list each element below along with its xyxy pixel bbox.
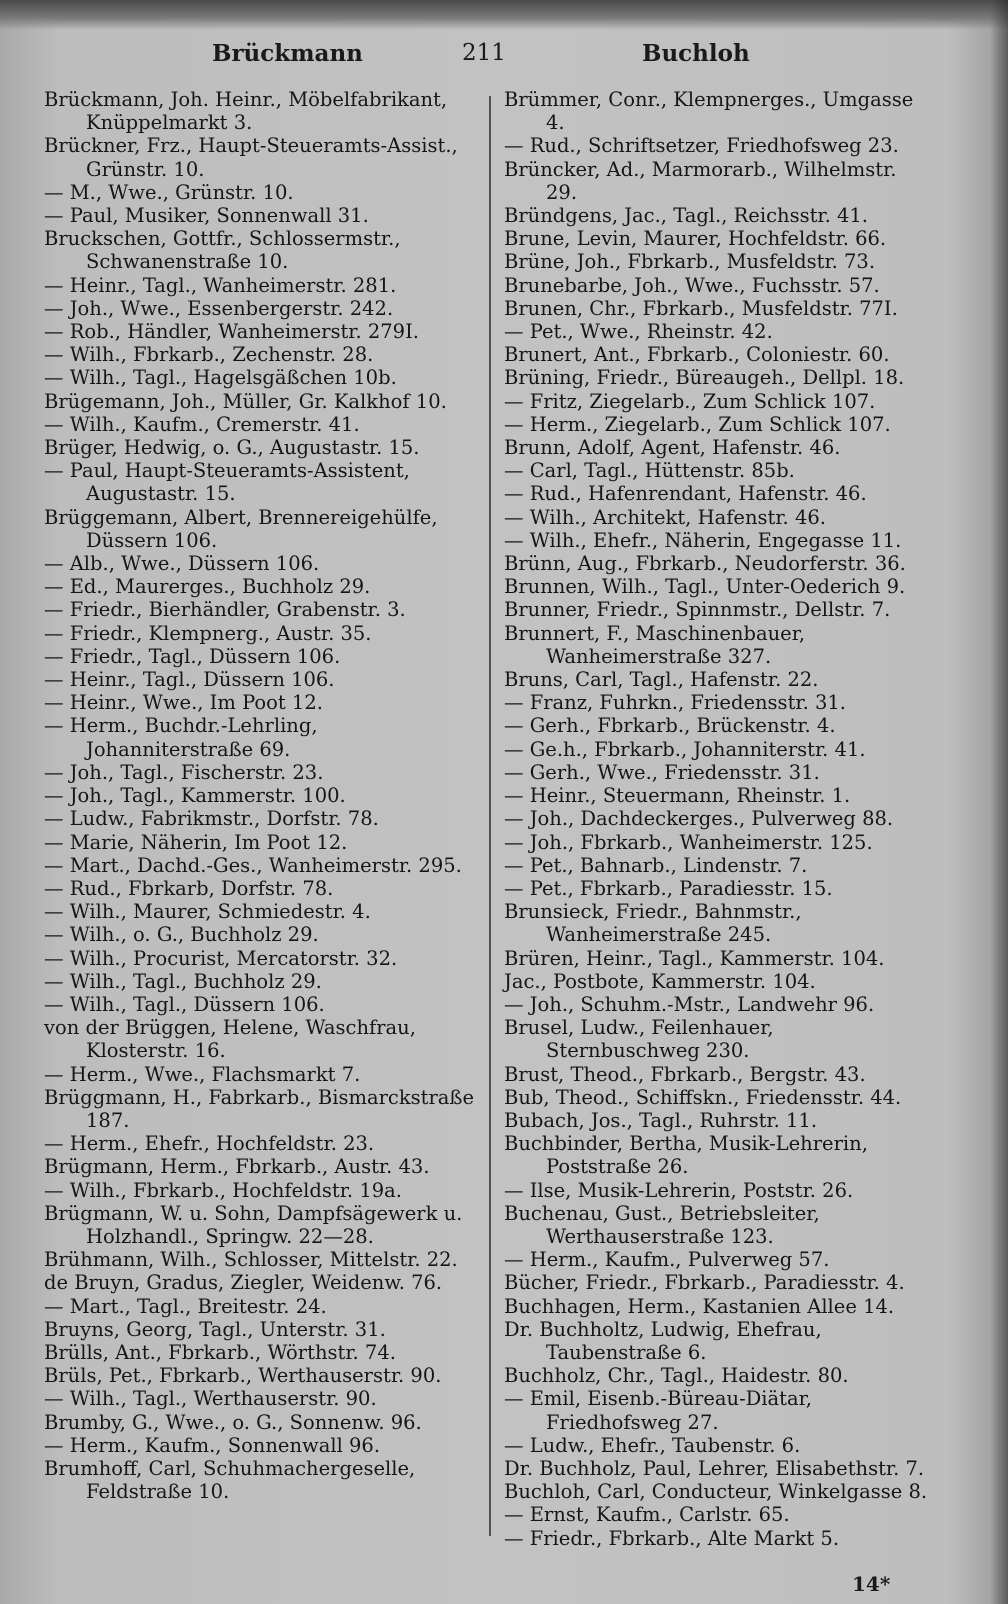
scan-top-shadow [0,0,1008,30]
directory-entry: — Rob., Händler, Wanheimerstr. 279I. [44,320,419,344]
directory-entry: — Wilh., Tagl., Hagelsgäßchen 10b. [44,366,397,390]
directory-entry: — Rud., Schriftsetzer, Friedhofsweg 23. [504,134,899,158]
left-column [44,88,484,1503]
directory-entry: Bücher, Friedr., Fbrkarb., Paradiesstr. 4. [504,1271,905,1295]
directory-entry: — Gerh., Fbrkarb., Brückenstr. 4. [504,714,836,738]
directory-entry: — Emil, Eisenb.-Büreau-Diätar, Friedhofsweg 27. [504,1387,813,1434]
directory-entry: — Wilh., Tagl., Werthauserstr. 90. [44,1387,377,1411]
directory-entry: — Wilh., Fbrkarb., Hochfeldstr. 19a. [44,1178,402,1202]
directory-entry: Brügmann, W. u. Sohn, Dampfsägewerk u. Holzhandl., Springw. 22—28. [44,1201,463,1248]
signature-mark: 14* [852,1572,891,1596]
directory-entry: de Bruyn, Gradus, Ziegler, Weidenw. 76. [44,1271,443,1295]
directory-entry: — Wilh., Architekt, Hafenstr. 46. [504,505,826,529]
directory-entry: — Wilh., Kaufm., Cremerstr. 41. [44,412,360,436]
directory-entry: — Herm., Kaufm., Pulverweg 57. [504,1248,830,1272]
directory-entry: Brüggmann, H., Fabrkarb., Bismarckstraße 187. [44,1085,474,1132]
directory-entry: Brunnen, Wilh., Tagl., Unter-Oederich 9. [504,575,906,599]
directory-entry: Buchbinder, Bertha, Musik-Lehrerin, Poststraße 26. [504,1132,868,1179]
directory-entry: Brunn, Adolf, Agent, Hafenstr. 46. [504,436,841,460]
directory-entry: — Friedr., Tagl., Düssern 106. [44,644,341,668]
directory-entry: — Ilse, Musik-Lehrerin, Poststr. 26. [504,1178,854,1202]
directory-entry: — Mart., Tagl., Breitestr. 24. [44,1294,327,1318]
directory-entry: Brülls, Ant., Fbrkarb., Wörthstr. 74. [44,1340,396,1364]
directory-entry: — Joh., Wwe., Essenbergerstr. 242. [44,296,394,320]
directory-entry: — Wilh., Maurer, Schmiedestr. 4. [44,900,371,924]
directory-entry: Buchloh, Carl, Conducteur, Winkelgasse 8. [504,1480,928,1504]
directory-entry: Brunen, Chr., Fbrkarb., Musfeldstr. 77I. [504,296,898,320]
header-first-name: Brückmann [212,40,363,67]
directory-entry: Brügemann, Joh., Müller, Gr. Kalkhof 10. [44,389,447,413]
directory-entry: — Wilh., Fbrkarb., Zechenstr. 28. [44,343,374,367]
directory-entry: Brüger, Hedwig, o. G., Augustastr. 15. [44,436,420,460]
header-last-name: Buchloh [642,40,750,67]
directory-entry: — Heinr., Tagl., Düssern 106. [44,668,335,692]
directory-entry: — Heinr., Tagl., Wanheimerstr. 281. [44,273,397,297]
directory-entry: — Wilh., Procurist, Mercatorstr. 32. [44,946,398,970]
page-number: 211 [462,40,506,66]
directory-entry: — Pet., Wwe., Rheinstr. 42. [504,320,773,344]
directory-entry: — Marie, Näherin, Im Poot 12. [44,830,348,854]
directory-entry: Brunnert, F., Maschinenbauer, Wanheimerstraße 327. [504,621,806,668]
directory-entry: — Heinr., Steuermann, Rheinstr. 1. [504,784,851,808]
directory-entry: — Joh., Tagl., Kammerstr. 100. [44,784,346,808]
directory-entry: Dr. Buchholtz, Ludwig, Ehefrau, Taubenstraße 6. [504,1317,822,1364]
directory-entry: — Rud., Hafenrendant, Hafenstr. 46. [504,482,867,506]
directory-entry: — Wilh., o. G., Buchholz 29. [44,923,319,947]
directory-entry: Brüncker, Ad., Marmorarb., Wilhelmstr. 29. [504,157,897,204]
directory-entry: — Pet., Fbrkarb., Paradiesstr. 15. [504,876,833,900]
directory-entry: Bub, Theod., Schiffskn., Friedensstr. 44. [504,1085,902,1109]
directory-entry: Brüne, Joh., Fbrkarb., Musfeldstr. 73. [504,250,876,274]
column-divider [489,96,491,1536]
directory-entry: Brunner, Friedr., Spinnmstr., Dellstr. 7. [504,598,891,622]
directory-entry: — Ed., Maurerges., Buchholz 29. [44,575,371,599]
directory-entry: Brusel, Ludw., Feilenhauer, Sternbuschweg 230. [504,1016,774,1063]
directory-entry: Brünn, Aug., Fbrkarb., Neudorferstr. 36. [504,552,906,576]
directory-entry: von der Brüggen, Helene, Waschfrau, Klosterstr. 16. [44,1016,416,1063]
directory-entry: — Joh., Schuhm.-Mstr., Landwehr 96. [504,992,875,1016]
directory-entry: Brückner, Frz., Haupt-Steueramts-Assist., Grünstr. 10. [44,134,458,181]
directory-entry: — Rud., Fbrkarb, Dorfstr. 78. [44,876,334,900]
directory-entry: — Joh., Tagl., Fischerstr. 23. [44,760,324,784]
directory-entry: — Paul, Musiker, Sonnenwall 31. [44,204,369,228]
directory-entry: Bruns, Carl, Tagl., Hafenstr. 22. [504,668,819,692]
directory-entry: Brückmann, Joh. Heinr., Möbelfabrikant, Knüppelmarkt 3. [44,88,448,135]
directory-entry: — Paul, Haupt-Steueramts-Assistent, Augustastr. 15. [44,459,410,506]
directory-entry: — M., Wwe., Grünstr. 10. [44,180,294,204]
directory-entry: — Herm., Buchdr.-Lehrling, Johanniterstraße 69. [44,714,318,761]
directory-entry: — Pet., Bahnarb., Lindenstr. 7. [504,853,808,877]
directory-entry: Brüren, Heinr., Tagl., Kammerstr. 104. [504,946,885,970]
directory-entry: Brunert, Ant., Fbrkarb., Coloniestr. 60. [504,343,890,367]
directory-entry: Brumby, G., Wwe., o. G., Sonnenw. 96. [44,1410,422,1434]
directory-entry: — Herm., Ehefr., Hochfeldstr. 23. [44,1132,375,1156]
directory-entry: Brühmann, Wilh., Schlosser, Mittelstr. 22. [44,1248,458,1272]
directory-entry: Dr. Buchholz, Paul, Lehrer, Elisabethstr. 7. [504,1456,925,1480]
directory-entry: — Wilh., Ehefr., Näherin, Engegasse 11. [504,528,902,552]
directory-entry: Brüls, Pet., Fbrkarb., Werthauserstr. 90. [44,1364,442,1388]
directory-entry: — Heinr., Wwe., Im Poot 12. [44,691,323,715]
directory-entry: — Alb., Wwe., Düssern 106. [44,552,320,576]
directory-entry: Bruckschen, Gottfr., Schlossermstr., Schwanenstraße 10. [44,227,401,274]
directory-entry: Brunsieck, Friedr., Bahnmstr., Wanheimerstraße 245. [504,900,802,947]
directory-entry: — Ernst, Kaufm., Carlstr. 65. [504,1503,790,1527]
directory-entry: — Herm., Ziegelarb., Zum Schlick 107. [504,412,891,436]
directory-entry: Bruyns, Georg, Tagl., Unterstr. 31. [44,1317,386,1341]
directory-entry: — Joh., Dachdeckerges., Pulverweg 88. [504,807,894,831]
directory-entry: Brunebarbe, Joh., Wwe., Fuchsstr. 57. [504,273,880,297]
directory-entry: — Ge.h., Fbrkarb., Johanniterstr. 41. [504,737,866,761]
directory-entry: Buchholz, Chr., Tagl., Haidestr. 80. [504,1364,849,1388]
directory-entry: — Wilh., Tagl., Buchholz 29. [44,969,322,993]
directory-entry: — Fritz, Ziegelarb., Zum Schlick 107. [504,389,876,413]
running-header [0,40,1008,74]
directory-entry: — Ludw., Ehefr., Taubenstr. 6. [504,1433,801,1457]
directory-entry: — Gerh., Wwe., Friedensstr. 31. [504,760,820,784]
directory-entry: — Mart., Dachd.-Ges., Wanheimerstr. 295. [44,853,462,877]
directory-entry: Buchenau, Gust., Betriebsleiter, Werthauserstraße 123. [504,1201,820,1248]
directory-entry: Bründgens, Jac., Tagl., Reichsstr. 41. [504,204,869,228]
right-column [504,88,932,1550]
directory-entry: — Friedr., Klempnerg., Austr. 35. [44,621,372,645]
directory-entry: — Franz, Fuhrkn., Friedensstr. 31. [504,691,846,715]
directory-entry: Brügmann, Herm., Fbrkarb., Austr. 43. [44,1155,430,1179]
directory-entry: Brumhoff, Carl, Schuhmachergeselle, Feldstraße 10. [44,1456,416,1504]
directory-entry: — Herm., Kaufm., Sonnenwall 96. [44,1433,381,1457]
directory-entry: Brüning, Friedr., Büreaugeh., Dellpl. 18. [504,366,905,390]
directory-entry: — Friedr., Bierhändler, Grabenstr. 3. [44,598,406,622]
scan-right-shadow [990,0,1008,1604]
directory-entry: — Ludw., Fabrikmstr., Dorfstr. 78. [44,807,379,831]
directory-entry: — Carl, Tagl., Hüttenstr. 85b. [504,459,795,483]
directory-entry: Brümmer, Conr., Klempnerges., Umgasse 4. [504,88,914,135]
directory-entry: Brüggemann, Albert, Brennereigehülfe, Düssern 106. [44,505,438,552]
directory-entry: — Wilh., Tagl., Düssern 106. [44,992,325,1016]
directory-entry: — Herm., Wwe., Flachsmarkt 7. [44,1062,361,1086]
directory-entry: Brune, Levin, Maurer, Hochfeldstr. 66. [504,227,887,251]
directory-entry: — Friedr., Fbrkarb., Alte Markt 5. [504,1526,840,1550]
directory-entry: Brust, Theod., Fbrkarb., Bergstr. 43. [504,1062,866,1086]
directory-entry: Jac., Postbote, Kammerstr. 104. [504,969,816,993]
directory-entry: Buchhagen, Herm., Kastanien Allee 14. [504,1294,895,1318]
directory-entry: — Joh., Fbrkarb., Wanheimerstr. 125. [504,830,873,854]
directory-entry: Bubach, Jos., Tagl., Ruhrstr. 11. [504,1108,818,1132]
